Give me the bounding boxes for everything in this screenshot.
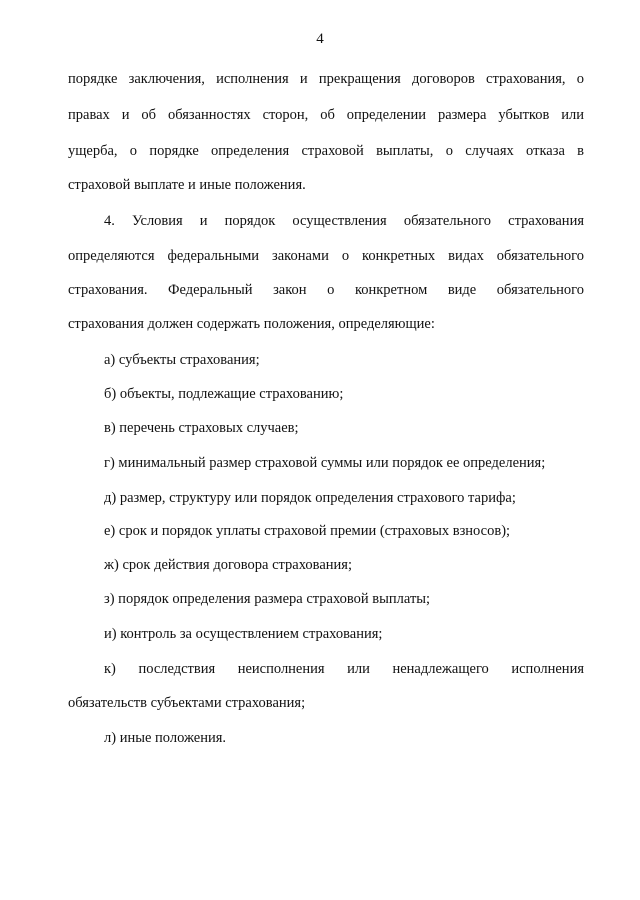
list-item-g: г) минимальный размер страховой суммы или порядок ее определения; [104, 455, 546, 471]
list-item-d: д) размер, структуру или порядок определения страхового тарифа; [104, 490, 516, 506]
list-item-l: л) иные положения. [104, 730, 227, 746]
list-item-a: а) субъекты страхования; [104, 352, 260, 368]
text-line-2: правах и об обязанностях сторон, об определении размера убытков или [68, 107, 584, 123]
page-number: 4 [316, 31, 324, 47]
paragraph-4-line-2: определяются федеральными законами о конкретных видах обязательного [68, 248, 584, 264]
paragraph-4-line-1: 4. Условия и порядок осуществления обязательного страхования [104, 213, 584, 229]
text-line-1: порядке заключения, исполнения и прекращения договоров страхования, о [68, 71, 584, 87]
list-item-zh: ж) срок действия договора страхования; [104, 557, 352, 573]
text-line-3: ущерба, о порядке определения страховой выплаты, о случаях отказа в [68, 143, 584, 159]
list-item-k-line-2: обязательств субъектами страхования; [68, 695, 306, 711]
list-item-b: б) объекты, подлежащие страхованию; [104, 386, 344, 402]
text-line-4: страховой выплате и иные положения. [68, 177, 306, 193]
paragraph-4-line-4: страхования должен содержать положения, определяющие: [68, 316, 435, 332]
list-item-v: в) перечень страховых случаев; [104, 420, 299, 436]
list-item-k-line-1: к) последствия неисполнения или ненадлежащего исполнения [104, 661, 584, 677]
list-item-i: и) контроль за осуществлением страхования; [104, 626, 383, 642]
paragraph-4-line-3: страхования. Федеральный закон о конкретном виде обязательного [68, 282, 584, 298]
list-item-z: з) порядок определения размера страховой выплаты; [104, 591, 431, 607]
list-item-e: е) срок и порядок уплаты страховой премии (страховых взносов); [104, 523, 511, 539]
